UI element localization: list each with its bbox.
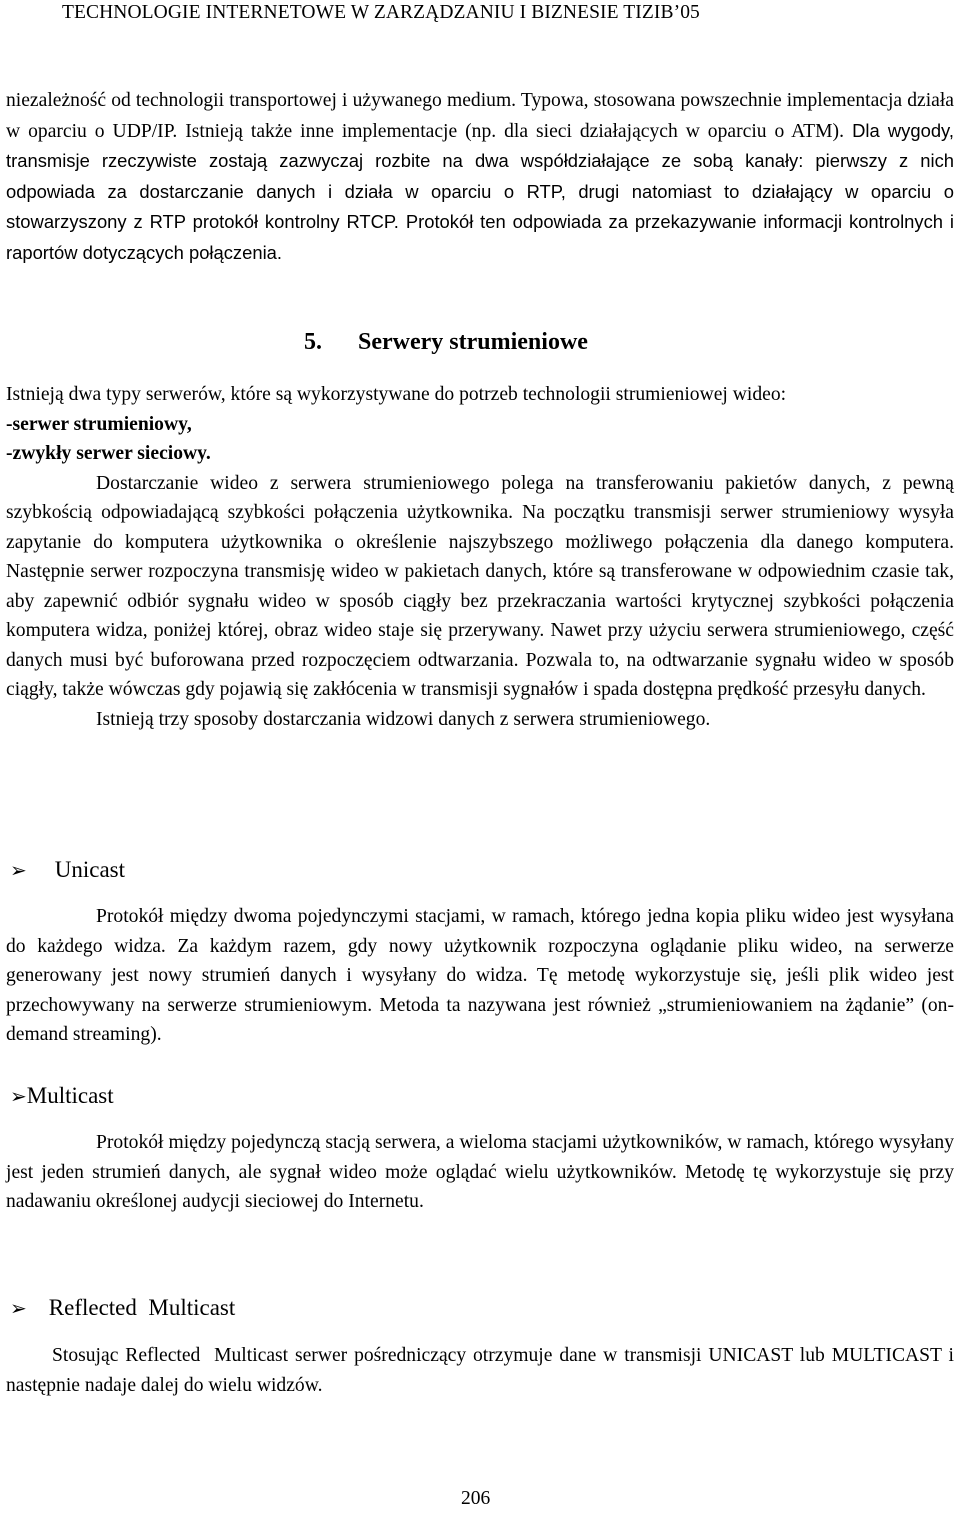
section-heading xyxy=(304,327,588,357)
method-title: Unicast xyxy=(54,857,126,882)
method-heading-reflected-multicast xyxy=(10,1293,235,1323)
arrow-bullet-icon: ➢ xyxy=(10,858,27,882)
method-text-unicast: Protokół między dwoma pojedynczymi stacjami, w ramach, którego jedna kopia pliku wideo jest wysyłana do każdego widza. Za każdym razem, gdy nowy użytkownik rozpoczyna oglądanie pliku wideo, na serwerze generowany jest nowy strumień danych i wysyłany do widza. Tę metodę wykorzystuje się, jeśli plik wideo jest przechowywany na serwerze strumieniowym. Metoda ta nazywana jest również „strumieniowaniem na żądanie” (on-demand streaming). xyxy=(6,906,954,1045)
server-type-streaming: -serwer strumieniowy, xyxy=(6,413,192,435)
running-header: TECHNOLOGIE INTERNETOWE W ZARZĄDZANIU I BIZNESIE TIZIB’05 xyxy=(62,2,700,23)
method-title: Multicast xyxy=(26,1083,114,1108)
section-title: Serwery strumieniowe xyxy=(358,329,588,355)
method-title: Reflected Multicast xyxy=(48,1295,236,1320)
servers-section xyxy=(6,380,954,734)
intro-paragraph xyxy=(6,86,954,268)
servers-intro: Istnieją dwa typy serwerów, które są wykorzystywane do potrzeb technologii strumieniowej wideo: xyxy=(6,384,787,405)
intro-text-sans: Dla wygody, transmisje rzeczywiste zostają zazwyczaj rozbite na dwa współdziałające ze sobą kanały: pierwszy z nich odpowiada za dostarczanie danych i działa w oparciu o RTP, drugi natomiast to działający w oparciu o stowarzyszony z RTP protokół kontrolny RTCP. xyxy=(6,119,954,232)
intro-text-sans-2: Protokół ten odpowiada za przekazywanie informacji kontrolnych i raportów dotyczących połączenia. xyxy=(6,211,954,263)
method-heading-unicast xyxy=(10,855,125,885)
arrow-bullet-icon: ➢ xyxy=(10,1084,27,1108)
server-type-web: -zwykły serwer sieciowy. xyxy=(6,443,211,464)
method-text-reflected-multicast: Stosując Reflected Multicast serwer pośredniczący otrzymuje dane w transmisji UNICAST lub MULTICAST i następnie nadaje dalej do wielu widzów. xyxy=(6,1345,959,1396)
intro-text-serif: niezależność od technologii transportowej i używanego medium. Typowa, stosowana powszechnie implementacja działa w oparciu o UDP/IP. Istnieją także inne implementacje (np. dla sieci działających w oparciu o ATM). xyxy=(6,90,954,142)
section-number: 5. xyxy=(304,329,322,355)
arrow-bullet-icon: ➢ xyxy=(10,1296,27,1320)
page-number: 206 xyxy=(461,1488,491,1509)
method-text-multicast: Protokół między pojedynczą stacją serwera, a wieloma stacjami użytkowników, w ramach, którego wysyłany jest jeden strumień danych, ale sygnał wideo może oglądać wielu użytkowników. Metodę tę wykorzystuje się przy nadawaniu określonej audycji sieciowej do Internetu. xyxy=(6,1132,954,1212)
method-heading-multicast xyxy=(10,1081,114,1111)
document-page xyxy=(6,0,959,1514)
methods-intro: Istnieją trzy sposoby dostarczania widzowi danych z serwera strumieniowego. xyxy=(96,708,711,730)
servers-paragraph: Dostarczanie wideo z serwera strumieniowego polega na transferowaniu pakietów danych, z pewną szybkością odpowiadającą szybkości połączenia użytkownika. Na początku transmisji serwer strumieniowy wysyła zapytanie do komputera użytkownika o określenie najszybszego możliwego połączenia dla danego komputera. Następnie serwer rozpoczyna transmisję wideo w pakietach danych, które są transferowane w odpowiednim czasie tak, aby zapewnić odbiór sygnału wideo w sposób ciągły bez przekraczania wartości krytycznej szybkości połączenia komputera widza, poniżej której, obraz wideo staje się przerywany. Nawet przy użyciu serwera strumieniowego, część danych musi być buforowana przed rozpoczęciem odtwarzania. Pozwala to, na odtwarzanie sygnału wideo w sposób ciągły, także wówczas gdy pojawią się zakłócenia w transmisji sygnałów i spada dostępna prędkość przesyłu danych. xyxy=(6,472,954,700)
